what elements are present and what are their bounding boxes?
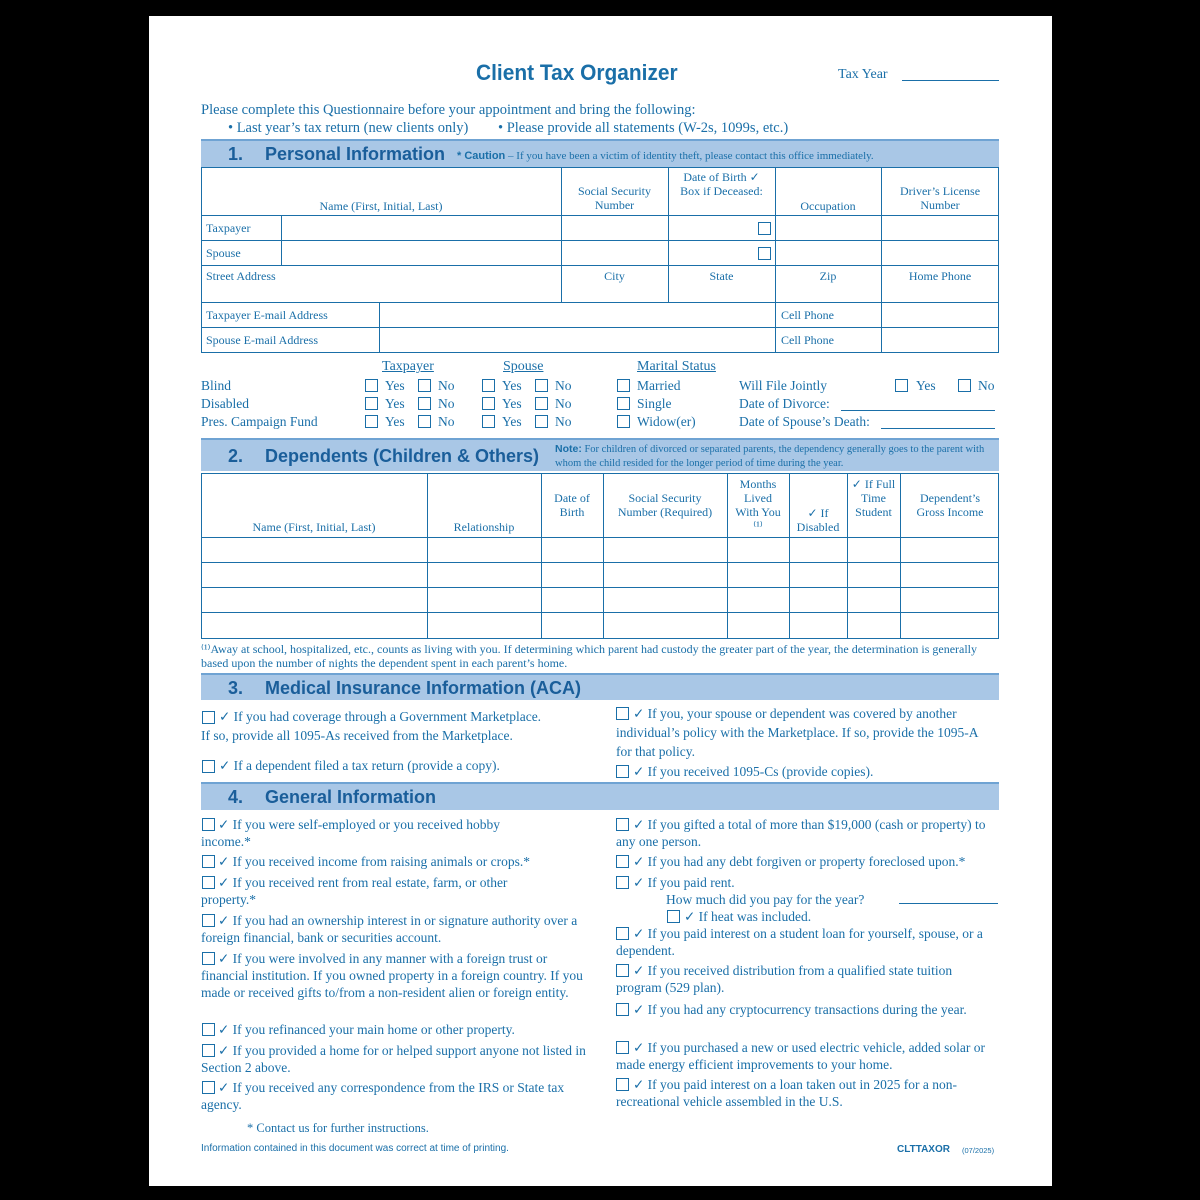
yes-label: Yes (502, 378, 522, 393)
dep-col-ssn: Social Security Number (Required) (617, 491, 713, 519)
crypto-text: ✓ If you had any cryptocurrency transactions during the year. (633, 1002, 967, 1017)
col-dob: Date of Birth ✓ Box if Deceased: (680, 170, 763, 198)
zip-label: Zip (819, 269, 837, 283)
section-2-title: Dependents (Children & Others) (265, 446, 540, 466)
animals-crops-text: ✓ If you received income from raising animals or crops.* (218, 854, 530, 869)
heat-included-checkbox[interactable] (667, 910, 680, 923)
dep-col-relationship: Relationship (453, 520, 515, 534)
no-label: No (555, 378, 572, 393)
col-ssn: Social Security Number (578, 184, 651, 212)
caution-note: * Caution – If you have been a victim of identity theft, please contact this office immediately. (457, 150, 874, 162)
divorce-date-label: Date of Divorce: (739, 396, 830, 411)
received-1095c-text: ✓ If you received 1095-Cs (provide copies). (633, 764, 874, 779)
blind-label: Blind (201, 378, 232, 393)
marketplace-1095a-text: If so, provide all 1095-As received from the Marketplace. (201, 728, 513, 743)
dep-col-student: ✓ If Full Time Student (851, 477, 896, 519)
no-label: No (438, 414, 455, 429)
dependent-return-text: ✓ If a dependent filed a tax return (provide a copy). (219, 758, 500, 773)
student-loan-text: ✓ If you paid interest on a student loan for yourself, spouse, or a dependent. (616, 926, 983, 958)
city-label: City (604, 269, 625, 283)
yes-label: Yes (502, 396, 522, 411)
form-date: (07/2025) (962, 1146, 995, 1155)
no-label: No (438, 378, 455, 393)
foreign-trust-text: ✓ If you were involved in any manner with a foreign trust or financial institution. If you owned property in a foreign country. If you made or received gifts to/from a non-resident alien or foreign entity. (201, 951, 583, 1000)
divorce-date-field[interactable] (841, 410, 995, 411)
foreign-account-text: ✓ If you had an ownership interest in or signature authority over a foreign financial, bank or securities account. (201, 913, 578, 945)
single-checkbox[interactable] (617, 397, 630, 410)
marital-status-header: Marital Status (637, 359, 716, 374)
section-4-header (201, 782, 999, 810)
spouse-email-label: Spouse E-mail Address (206, 333, 318, 347)
col-drivers-license: Driver’s License Number (899, 184, 981, 212)
dep-col-name: Name (First, Initial, Last) (252, 520, 376, 534)
street-address-label: Street Address (206, 269, 276, 283)
spouse-disabled-no-checkbox[interactable] (535, 397, 548, 410)
file-jointly-yes-checkbox[interactable] (895, 379, 908, 392)
vehicle-loan-text: ✓ If you paid interest on a loan taken out in 2025 for a non-recreational vehicle assembled in the U.S. (616, 1077, 957, 1109)
spouse-deceased-checkbox[interactable] (758, 247, 771, 260)
taxpayer-email-label: Taxpayer E-mail Address (206, 308, 328, 322)
spouse-header: Spouse (503, 359, 544, 374)
rent-amount-field[interactable] (899, 903, 998, 904)
spouse-campaign-yes-checkbox[interactable] (482, 415, 495, 428)
no-label: No (555, 396, 572, 411)
footer-disclaimer: Information contained in this document was correct at time of printing. (201, 1143, 509, 1154)
section-1-header (201, 139, 999, 167)
home-phone-label: Home Phone (908, 269, 972, 283)
widower-checkbox[interactable] (617, 415, 630, 428)
married-checkbox[interactable] (617, 379, 630, 392)
bullet-statements: • Please provide all statements (W-2s, 1099s, etc.) (498, 120, 789, 136)
file-jointly-no-checkbox[interactable] (958, 379, 971, 392)
electric-vehicle-text: ✓ If you purchased a new or used electric vehicle, added solar or made energy efficient improvements to your home. (616, 1040, 986, 1072)
file-jointly-label: Will File Jointly (739, 378, 827, 393)
taxpayer-blind-yes-checkbox[interactable] (365, 379, 378, 392)
taxpayer-deceased-checkbox[interactable] (758, 222, 771, 235)
heat-included-text: ✓ If heat was included. (684, 909, 812, 924)
rent-received-text: ✓ If you received rent from real estate, farm, or other property.* (201, 875, 508, 907)
paid-rent-checkbox[interactable] (616, 876, 629, 889)
death-date-field[interactable] (881, 428, 995, 429)
section-2-header (201, 438, 999, 471)
gift-text: ✓ If you gifted a total of more than $19,000 (cash or property) to any one person. (616, 817, 986, 849)
dependent-return-checkbox[interactable] (202, 760, 215, 773)
section-4-title: General Information (265, 787, 437, 807)
debt-forgiven-checkbox[interactable] (616, 855, 629, 868)
yes-label: Yes (385, 396, 405, 411)
single-label: Single (637, 396, 672, 411)
spouse-disabled-yes-checkbox[interactable] (482, 397, 495, 410)
contact-note: * Contact us for further instructions. (247, 1121, 429, 1135)
row-taxpayer-label: Taxpayer (206, 221, 251, 235)
yes-label: Yes (916, 378, 936, 393)
section-2-number: 2. (228, 446, 244, 466)
no-label: No (438, 396, 455, 411)
section-4-number: 4. (228, 787, 244, 807)
no-label: No (555, 414, 572, 429)
spouse-blind-yes-checkbox[interactable] (482, 379, 495, 392)
married-label: Married (637, 378, 681, 393)
yes-label: Yes (385, 378, 405, 393)
tax-year-label: Tax Year (838, 67, 888, 82)
taxpayer-campaign-no-checkbox[interactable] (418, 415, 431, 428)
dependency-note: Note: For children of divorced or separated parents, the dependency generally goes to the parent with whom the child resided for the longer period of time during the year. (555, 443, 985, 469)
rent-amount-label: How much did you pay for the year? (666, 892, 865, 907)
taxpayer-disabled-no-checkbox[interactable] (418, 397, 431, 410)
marketplace-coverage-text: ✓ If you had coverage through a Government Marketplace. (219, 709, 542, 724)
yes-label: Yes (385, 414, 405, 429)
support-others-text: ✓ If you provided a home for or helped support anyone not listed in Section 2 above. (201, 1043, 586, 1075)
taxpayer-campaign-yes-checkbox[interactable] (365, 415, 378, 428)
form-code: CLTTAXOR (897, 1144, 950, 1155)
taxpayer-blind-no-checkbox[interactable] (418, 379, 431, 392)
taxpayer-header: Taxpayer (382, 359, 434, 374)
marketplace-coverage-checkbox[interactable] (202, 711, 215, 724)
other-policy-text: ✓ If you, your spouse or dependent was covered by another individual’s policy with the Marketplace. If so, provide the 1095-A for that policy. (616, 706, 978, 759)
dep-col-dob: Date of Birth (554, 491, 590, 519)
form-title: Client Tax Organizer (476, 60, 678, 85)
yes-label: Yes (502, 414, 522, 429)
irs-correspondence-text: ✓ If you received any correspondence from the IRS or State tax agency. (201, 1080, 565, 1112)
dep-col-income: Dependent’s Gross Income (916, 491, 984, 519)
paid-rent-text: ✓ If you paid rent. (633, 875, 735, 890)
col-occupation: Occupation (800, 199, 856, 213)
death-date-label: Date of Spouse’s Death: (739, 414, 870, 429)
intro-text: Please complete this Questionnaire before your appointment and bring the following: (201, 102, 696, 118)
section-3-title: Medical Insurance Information (ACA) (265, 678, 582, 698)
section-1-number: 1. (228, 144, 244, 164)
refinanced-text: ✓ If you refinanced your main home or other property. (218, 1022, 515, 1037)
dep-col-disabled: ✓ If Disabled (796, 506, 840, 534)
section-1-title: Personal Information (265, 144, 446, 164)
taxpayer-cell-label: Cell Phone (781, 308, 834, 322)
bullet-last-return: • Last year’s tax return (new clients only) (228, 120, 469, 136)
spouse-campaign-no-checkbox[interactable] (535, 415, 548, 428)
spouse-blind-no-checkbox[interactable] (535, 379, 548, 392)
section-3-number: 3. (228, 678, 244, 698)
state-label: State (709, 269, 734, 283)
section-3-header (201, 673, 999, 700)
row-spouse-label: Spouse (206, 246, 241, 260)
widower-label: Widow(er) (637, 414, 696, 429)
col-name: Name (First, Initial, Last) (319, 199, 443, 213)
received-1095c-checkbox[interactable] (616, 765, 629, 778)
no-label: No (978, 378, 995, 393)
dep-col-months: Months Lived With You ⁽¹⁾ (735, 477, 781, 533)
disabled-label: Disabled (201, 396, 249, 411)
pres-campaign-label: Pres. Campaign Fund (201, 414, 318, 429)
self-employed-text: ✓ If you were self-employed or you received hobby income.* (201, 817, 500, 849)
dependents-footnote: ⁽¹⁾Away at school, hospitalized, etc., counts as living with you. If determining which parent had custody the greater part of the year, the determination is generally based upon the number of nights the dependent spent in each parent’s home. (201, 642, 978, 670)
tuition-program-text: ✓ If you received distribution from a qualified state tuition program (529 plan). (616, 963, 953, 995)
spouse-cell-label: Cell Phone (781, 333, 834, 347)
debt-forgiven-text: ✓ If you had any debt forgiven or property foreclosed upon.* (633, 854, 966, 869)
tax-year-field[interactable] (902, 80, 999, 81)
taxpayer-disabled-yes-checkbox[interactable] (365, 397, 378, 410)
